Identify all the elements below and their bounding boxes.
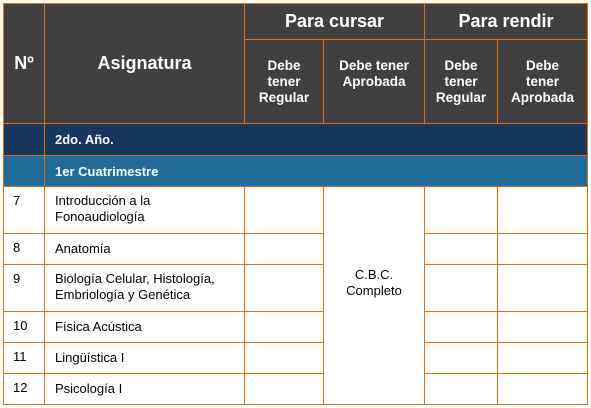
- rendir-aprobada-cell: [498, 374, 588, 405]
- table-row: [4, 265, 588, 312]
- table-row: [4, 312, 588, 343]
- header-cursar-aprobada: [324, 40, 425, 124]
- table-row: [4, 343, 588, 374]
- subject-line: Biología Celular, Histología,: [55, 271, 215, 286]
- row-number: 9: [4, 265, 45, 312]
- cursar-regular-cell: [245, 343, 324, 374]
- row-number: 12: [4, 374, 45, 405]
- subject-line: Psicología I: [55, 381, 123, 396]
- rendir-aprobada-cell: [498, 312, 588, 343]
- header-line: Debe: [267, 57, 301, 73]
- cursar-regular-cell: [245, 234, 324, 265]
- header-line: Aprobada: [510, 89, 574, 105]
- row-number: 8: [4, 234, 45, 265]
- table-row: [4, 374, 588, 405]
- row-subject: [45, 187, 245, 234]
- header-line: Debe: [525, 57, 559, 73]
- header-line: Regular: [258, 89, 310, 105]
- rendir-aprobada-cell: [498, 187, 588, 234]
- header-cursar-regular: [245, 40, 324, 124]
- row-number: 10: [4, 312, 45, 343]
- header-line: Debe: [444, 57, 478, 73]
- header-line: tener: [444, 73, 478, 89]
- subject-line: Fonoaudiología: [55, 209, 145, 224]
- header-para-cursar: Para cursar: [245, 4, 425, 40]
- header-rendir-aprobada: [498, 40, 588, 124]
- header-line: Debe tener: [339, 57, 409, 73]
- rendir-regular-cell: [425, 187, 498, 234]
- rendir-aprobada-cell: [498, 234, 588, 265]
- header-para-rendir: Para rendir: [425, 4, 588, 40]
- subject-line: Física Acústica: [55, 319, 142, 334]
- rendir-regular-cell: [425, 265, 498, 312]
- correlatives-table: [3, 3, 588, 405]
- cuatrimestre-label: 1er Cuatrimestre: [45, 156, 588, 187]
- rendir-aprobada-cell: [498, 265, 588, 312]
- rendir-regular-cell: [425, 312, 498, 343]
- rendir-regular-cell: [425, 343, 498, 374]
- row-subject: [45, 234, 245, 265]
- header-number: Nº: [4, 4, 45, 124]
- table-row: [4, 234, 588, 265]
- cursar-regular-cell: [245, 312, 324, 343]
- subject-line: Lingüística I: [55, 350, 125, 365]
- cuatrimestre-row: [4, 156, 588, 187]
- row-subject: [45, 312, 245, 343]
- row-subject: [45, 265, 245, 312]
- header-line: Regular: [435, 89, 487, 105]
- header-line: tener: [267, 73, 301, 89]
- rendir-regular-cell: [425, 374, 498, 405]
- cursar-regular-cell: [245, 187, 324, 234]
- row-number: 7: [4, 187, 45, 234]
- cursar-regular-cell: [245, 265, 324, 312]
- rendir-regular-cell: [425, 234, 498, 265]
- year-label: 2do. Año.: [45, 124, 588, 156]
- subject-line: Anatomía: [55, 241, 111, 256]
- row-subject: [45, 343, 245, 374]
- requirements-table-container: [3, 3, 588, 405]
- row-subject: [45, 374, 245, 405]
- merged-line: Completo: [346, 282, 402, 298]
- header-line: Aprobada: [342, 73, 406, 89]
- row-number: 11: [4, 343, 45, 374]
- cursar-regular-cell: [245, 374, 324, 405]
- header-rendir-regular: [425, 40, 498, 124]
- year-row: [4, 124, 588, 156]
- merged-line: C.B.C.: [354, 266, 394, 282]
- subject-line: Introducción a la: [55, 193, 151, 208]
- cbc-completo-cell: [324, 187, 425, 405]
- rendir-aprobada-cell: [498, 343, 588, 374]
- table-row: [4, 187, 588, 234]
- header-line: tener: [525, 73, 559, 89]
- header-subject: Asignatura: [45, 4, 245, 124]
- subject-line: Embriología y Genética: [55, 287, 191, 302]
